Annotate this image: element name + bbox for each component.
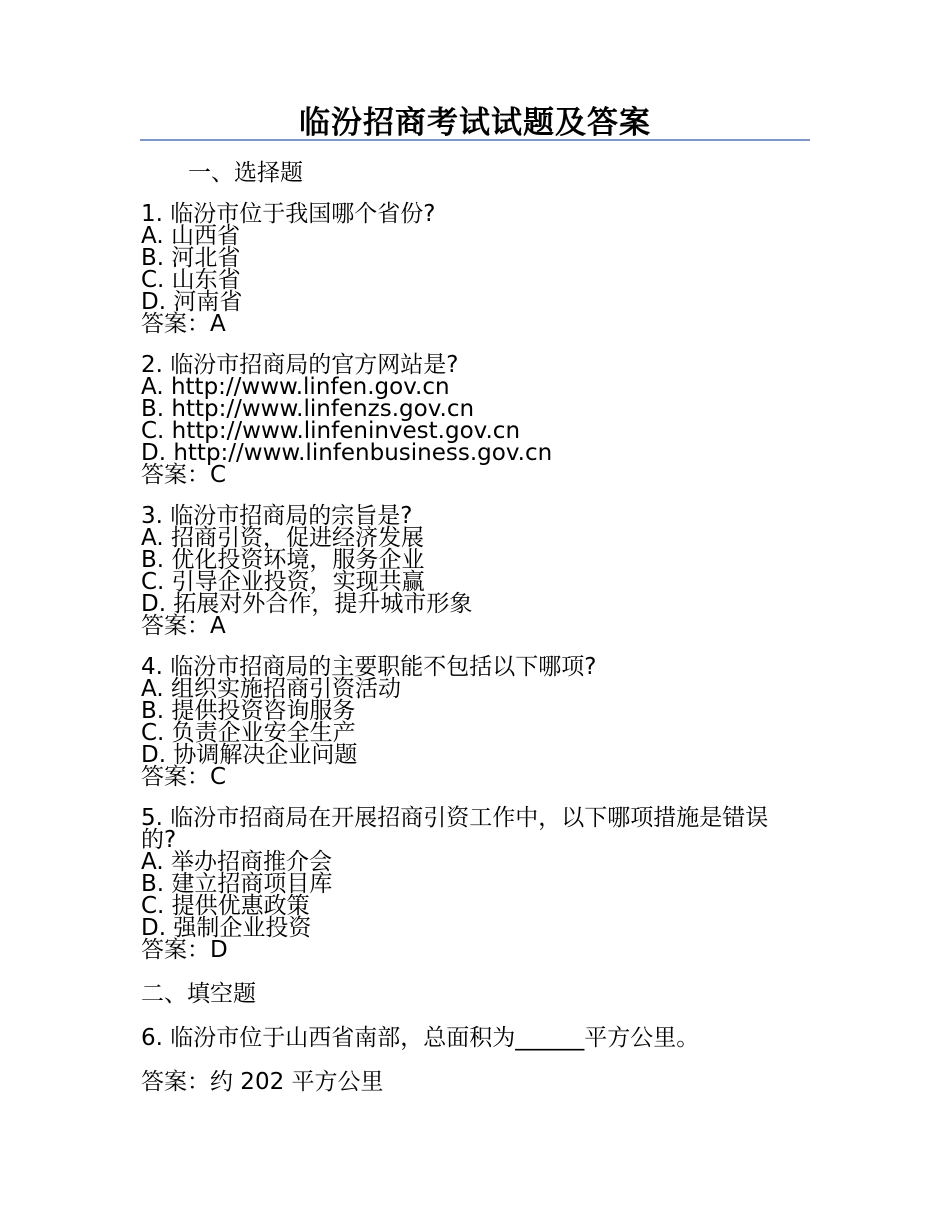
question-text: 2. 临汾市招商局的官方网站是? bbox=[141, 352, 459, 378]
option-d: D. 强制企业投资 bbox=[141, 915, 312, 941]
option-c: C. 引导企业投资，实现共赢 bbox=[141, 569, 425, 595]
option-c: C. 提供优惠政策 bbox=[141, 893, 310, 919]
question-text: 5. 临汾市招商局在开展招商引资工作中，以下哪项措施是错误的? bbox=[141, 805, 769, 853]
option-d: D. 河南省 bbox=[141, 289, 243, 315]
answer-text: 答案：C bbox=[141, 764, 227, 790]
document-title: 临汾招商考试试题及答案 bbox=[299, 105, 651, 141]
question-text: 4. 临汾市招商局的主要职能不包括以下哪项? bbox=[141, 654, 597, 680]
option-a: A. 组织实施招商引资活动 bbox=[141, 676, 401, 702]
title-underline bbox=[140, 139, 810, 141]
option-a: A. http://www.linfen.gov.cn bbox=[141, 374, 450, 400]
fill-question-text: 6. 临汾市位于山西省南部，总面积为______平方公里。 bbox=[141, 1025, 700, 1051]
question-text: 3. 临汾市招商局的宗旨是? bbox=[141, 503, 413, 529]
answer-text: 答案：C bbox=[141, 462, 227, 488]
question-block-1 bbox=[141, 203, 811, 335]
question-text: 1. 临汾市位于我国哪个省份? bbox=[141, 201, 436, 227]
option-b: B. 优化投资环境，服务企业 bbox=[141, 547, 425, 573]
option-b: B. 建立招商项目库 bbox=[141, 871, 333, 897]
option-d: D. 协调解决企业问题 bbox=[141, 742, 358, 768]
answer-text: 答案：D bbox=[141, 937, 228, 963]
question-block-3 bbox=[141, 505, 811, 637]
section-heading-fill: 二、填空题 bbox=[141, 981, 256, 1007]
question-block-2 bbox=[141, 354, 811, 486]
option-c: C. 负责企业安全生产 bbox=[141, 720, 356, 746]
document-content bbox=[141, 203, 811, 1096]
answer-text: 答案：A bbox=[141, 613, 226, 639]
section-heading-choice: 一、选择题 bbox=[188, 160, 303, 186]
option-d: D. http://www.linfenbusiness.gov.cn bbox=[141, 440, 553, 466]
option-a: A. 山西省 bbox=[141, 223, 240, 249]
option-a: A. 招商引资，促进经济发展 bbox=[141, 525, 424, 551]
question-block-4 bbox=[141, 656, 811, 788]
question-block-5 bbox=[141, 807, 811, 961]
option-b: B. 河北省 bbox=[141, 245, 241, 271]
answer-text: 答案：A bbox=[141, 311, 226, 337]
option-c: C. http://www.linfeninvest.gov.cn bbox=[141, 418, 521, 444]
fill-answer-text: 答案：约 202 平方公里 bbox=[141, 1069, 384, 1095]
option-a: A. 举办招商推介会 bbox=[141, 849, 332, 875]
option-d: D. 拓展对外合作，提升城市形象 bbox=[141, 591, 473, 617]
option-b: B. http://www.linfenzs.gov.cn bbox=[141, 396, 475, 422]
option-c: C. 山东省 bbox=[141, 267, 241, 293]
option-b: B. 提供投资咨询服务 bbox=[141, 698, 356, 724]
